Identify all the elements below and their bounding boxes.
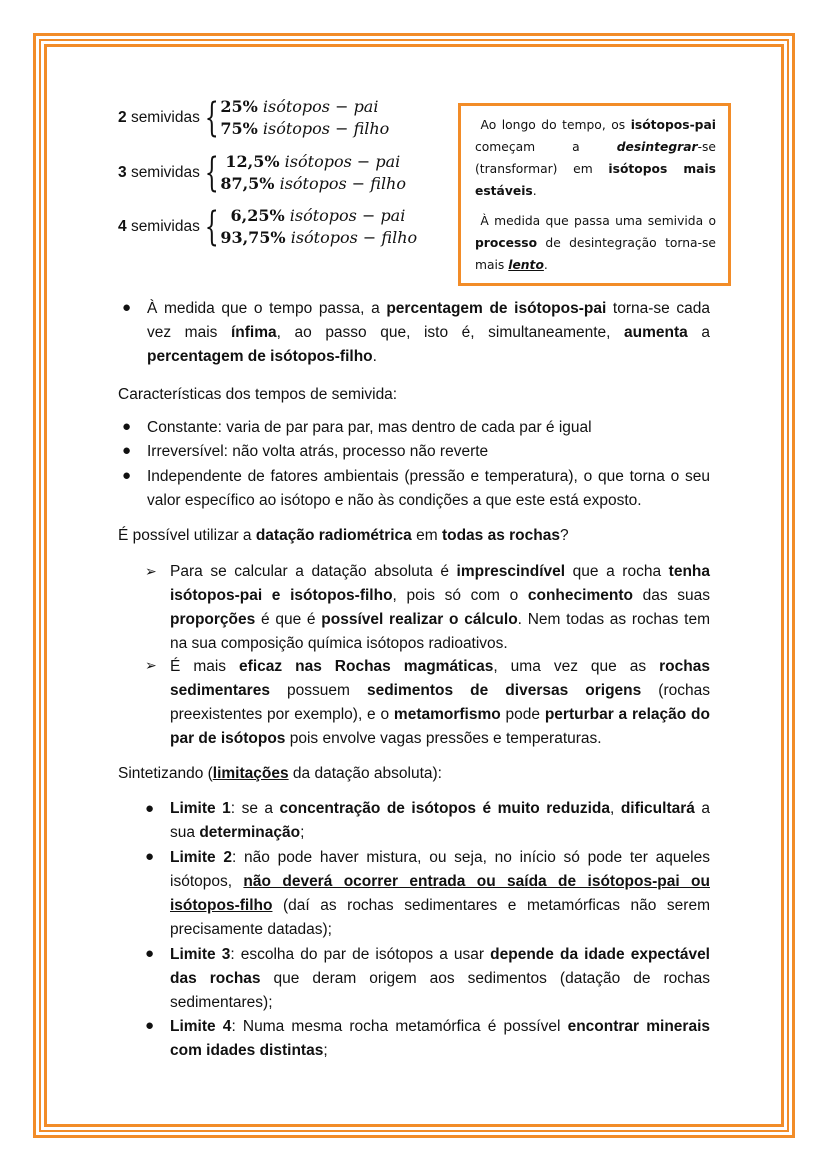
note-paragraph-1: Ao longo do tempo, os isótopos-pai começam a desintegrar-se (transformar) em isótopos mais estáveis. <box>475 118 716 198</box>
pai-term: isótopos − pai <box>284 152 401 171</box>
pai-term: isótopos − pai <box>262 97 379 116</box>
semivida-row-2 <box>118 96 389 140</box>
semivida-equation <box>220 96 389 140</box>
pai-term: isótopos − pai <box>289 206 406 225</box>
limite-item-2: Limite 2: não pode haver mistura, ou seja, no início só pode ter aqueles isótopos, não deverá ocorrer entrada ou saída de isótopos-pai ou isótopos-filho (daí as rochas sedimentares e metamórficas não serem precisamente datadas); <box>170 849 710 938</box>
note-box <box>458 103 731 286</box>
bullet-dot: ● <box>122 418 132 435</box>
semivida-row-4 <box>118 205 417 249</box>
bullet-dot: ● <box>145 800 155 817</box>
arrow-item-1: Para se calcular a datação absoluta é imprescindível que a rocha tenha isótopos-pai e isótopos-filho, pois só com o conhecimento das suas proporções é que é possível realizar o cálculo. Nem todas as rochas tem na sua composição química isótopos radioativos. <box>170 563 711 652</box>
limite-item-1: Limite 1: se a concentração de isótopos é muito reduzida, dificultará a sua determinação; <box>170 800 711 841</box>
filho-term: isótopos − filho <box>262 119 390 138</box>
arrow-bullet-icon: ➢ <box>145 563 157 579</box>
semivida-number: 4 <box>118 218 127 235</box>
arrow-item-2: É mais eficaz nas Rochas magmáticas, uma vez que as rochas sedimentares possuem sedimentos de diversas origens (rochas preexistentes por exemplo), e o metamorfismo pode perturbar a relação do par de isótopos pois envolve vagas pressões e temperaturas. <box>170 658 710 747</box>
brace-symbol: { <box>204 150 219 196</box>
caracteristica-item: Irreversível: não volta atrás, processo não reverte <box>147 443 489 460</box>
bullet-dot: ● <box>145 1017 155 1034</box>
bullet-dot: ● <box>145 945 155 962</box>
arrow-bullet-icon: ➢ <box>145 657 157 673</box>
note-paragraph-2: À medida que passa uma semivida o processo de desintegração torna-se mais lento. <box>475 214 716 272</box>
brace-symbol: { <box>204 95 219 141</box>
bullet-dot: ● <box>145 848 155 865</box>
semivida-word: semividas <box>130 164 200 181</box>
caracteristicas-title: Características dos tempos de semivida: <box>118 386 398 403</box>
semivida-number: 2 <box>118 109 127 126</box>
semivida-equation <box>220 205 417 249</box>
semivida-word: semividas <box>130 109 200 126</box>
bullet-percentage-text: À medida que o tempo passa, a percentagem de isótopos-pai torna-se cada vez mais ínfima, ao passo que, isto é, simultaneamente, aumenta a percentagem de isótopos-filho. <box>147 300 711 365</box>
filho-percentage: 87,5% <box>220 174 275 193</box>
question-line: É possível utilizar a datação radiométrica em todas as rochas? <box>118 527 569 544</box>
caracteristica-item: Independente de fatores ambientais (pressão e temperatura), o que torna o seu valor específico ao isótopo e não às condições a que este está exposto. <box>147 468 710 509</box>
bullet-dot: ● <box>122 442 132 459</box>
limite-item-3: Limite 3: escolha do par de isótopos a usar depende da idade expectável das rochas que deram origem aos sedimentos (datação de rochas sedimentares); <box>170 946 710 1011</box>
pai-percentage: 12,5% <box>225 152 280 171</box>
semivida-word: semividas <box>130 218 200 235</box>
filho-percentage: 75% <box>220 119 258 138</box>
sintetizando-line: Sintetizando (limitações da datação absoluta): <box>118 765 442 782</box>
filho-term: isótopos − filho <box>279 174 406 193</box>
filho-term: isótopos − filho <box>290 228 418 247</box>
bullet-dot: ● <box>122 467 132 484</box>
semivida-number: 3 <box>118 164 127 181</box>
brace-symbol: { <box>204 204 219 250</box>
pai-percentage: 25% <box>220 97 258 116</box>
bullet-dot: ● <box>122 299 132 316</box>
semivida-row-3 <box>118 151 406 195</box>
filho-percentage: 93,75% <box>220 228 286 247</box>
caracteristica-item: Constante: varia de par para par, mas dentro de cada par é igual <box>147 419 592 436</box>
pai-percentage: 6,25% <box>230 206 285 225</box>
semivida-equation <box>220 151 406 195</box>
limite-item-4: Limite 4: Numa mesma rocha metamórfica é possível encontrar minerais com idades distintas; <box>170 1018 711 1059</box>
